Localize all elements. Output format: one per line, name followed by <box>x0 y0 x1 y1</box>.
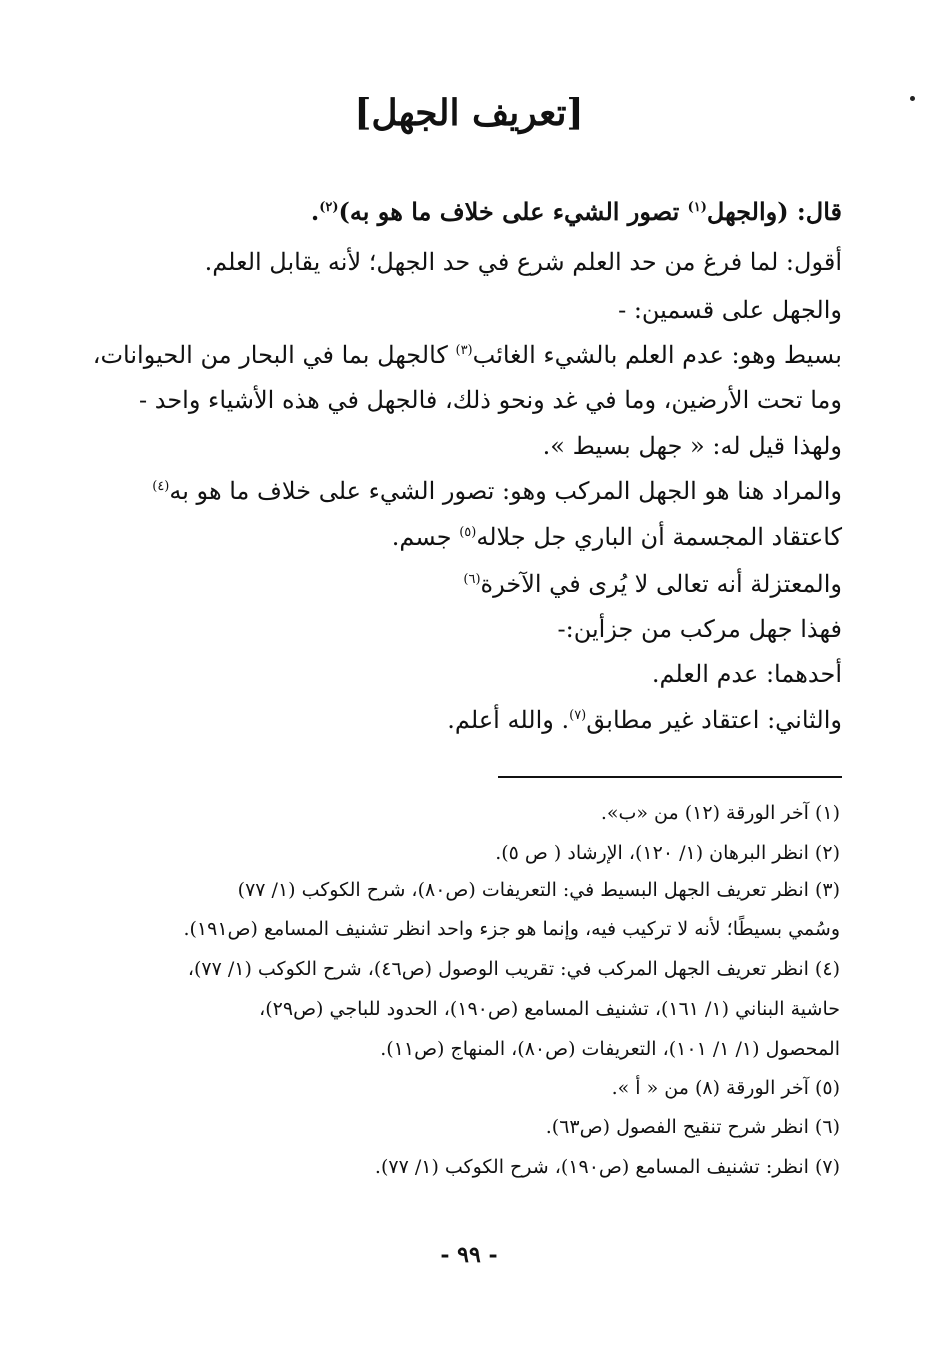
body-line-3: والجهل على قسمين: - <box>618 296 842 324</box>
footnote-3-line-2: وسُمي بسيطًا؛ لأنه لا تركيب فيه، وإنما هو جزء واحد انظر تشنيف المسامع (ص١٩١). <box>183 918 840 940</box>
footnote-1: (١) آخر الورقة (١٢) من «ب». <box>600 802 840 824</box>
body-line-9 <box>463 569 842 599</box>
body-line-4 <box>93 340 842 370</box>
body-line-8 <box>392 522 842 552</box>
text-span: كاعتقاد المجسمة أن الباري جل جلاله <box>476 523 842 551</box>
page-number: - ٩٩ - <box>440 1242 498 1268</box>
footnote-ref: (٤) <box>152 479 170 494</box>
body-line-5: وما تحت الأرضين، وما في غد ونحو ذلك، فالجهل في هذه الأشياء واحد - <box>138 386 842 414</box>
text-span: والمراد هنا هو الجهل المركب وهو: تصور الشيء على خلاف ما هو به <box>169 477 842 505</box>
footnote-5: (٥) آخر الورقة (٨) من « أ ». <box>611 1077 840 1099</box>
footnote-3-line-1: (٣) انظر تعريف الجهل البسيط في: التعريفات (ص٨٠)، شرح الكوكب (١/ ٧٧) <box>237 879 840 901</box>
footnote-ref: (٢) <box>319 200 339 215</box>
footnote-6: (٦) انظر شرح تنقيح الفصول (ص٦٣). <box>545 1116 840 1138</box>
footnote-separator <box>498 776 842 778</box>
text-span: كالجهل بما في البحار من الحيوانات، <box>92 341 456 369</box>
text-span: والثاني: اعتقاد غير مطابق <box>586 706 842 734</box>
section-title: [تعريف الجهل] <box>354 92 584 134</box>
footnote-4-line-1: (٤) انظر تعريف الجهل المركب في: تقريب الوصول (ص٤٦)، شرح الكوكب (١/ ٧٧)، <box>187 958 840 980</box>
footnote-ref: (٣) <box>455 343 473 358</box>
body-line-10: فهذا جهل مركب من جزأين:- <box>557 615 842 643</box>
quote-end: . <box>310 197 320 226</box>
footnote-4-line-3: المحصول (١/ ١/ ١٠١)، التعريفات (ص٨٠)، المنهاج (ص١١). <box>380 1038 840 1060</box>
body-line-1 <box>311 197 842 227</box>
text-span: . والله أعلم. <box>447 706 570 734</box>
footnote-ref: (٧) <box>569 708 587 723</box>
body-line-7 <box>152 476 842 506</box>
quote-opening: قال: (والجهل <box>706 197 842 226</box>
text-span: بسيط وهو: عدم العلم بالشيء الغائب <box>472 341 842 369</box>
body-line-6: ولهذا قيل له: « جهل بسيط ». <box>542 432 842 460</box>
footnote-ref: (٥) <box>459 525 477 540</box>
footnote-2: (٢) انظر البرهان (١/ ١٢٠)، الإرشاد ( ص ٥). <box>495 842 840 864</box>
footnote-ref: (١) <box>687 200 707 215</box>
text-span: والمعتزلة أنه تعالى لا يُرى في الآخرة <box>480 570 842 598</box>
footnote-ref: (٦) <box>463 572 481 587</box>
footnote-4-line-2: حاشية البناني (١/ ١٦١)، تشنيف المسامع (ص١٩٠)، الحدود للباجي (ص٢٩)، <box>259 998 840 1020</box>
body-line-2: أقول: لما فرغ من حد العلم شرع في حد الجهل؛ لأنه يقابل العلم. <box>204 248 842 276</box>
text-span: جسم. <box>391 523 460 551</box>
body-line-11: أحدهما: عدم العلم. <box>651 660 842 688</box>
quote-text: تصور الشيء على خلاف ما هو به) <box>338 197 688 226</box>
footnote-7: (٧) انظر: تشنيف المسامع (ص١٩٠)، شرح الكوكب (١/ ٧٧). <box>374 1156 840 1178</box>
body-line-12 <box>447 705 842 735</box>
